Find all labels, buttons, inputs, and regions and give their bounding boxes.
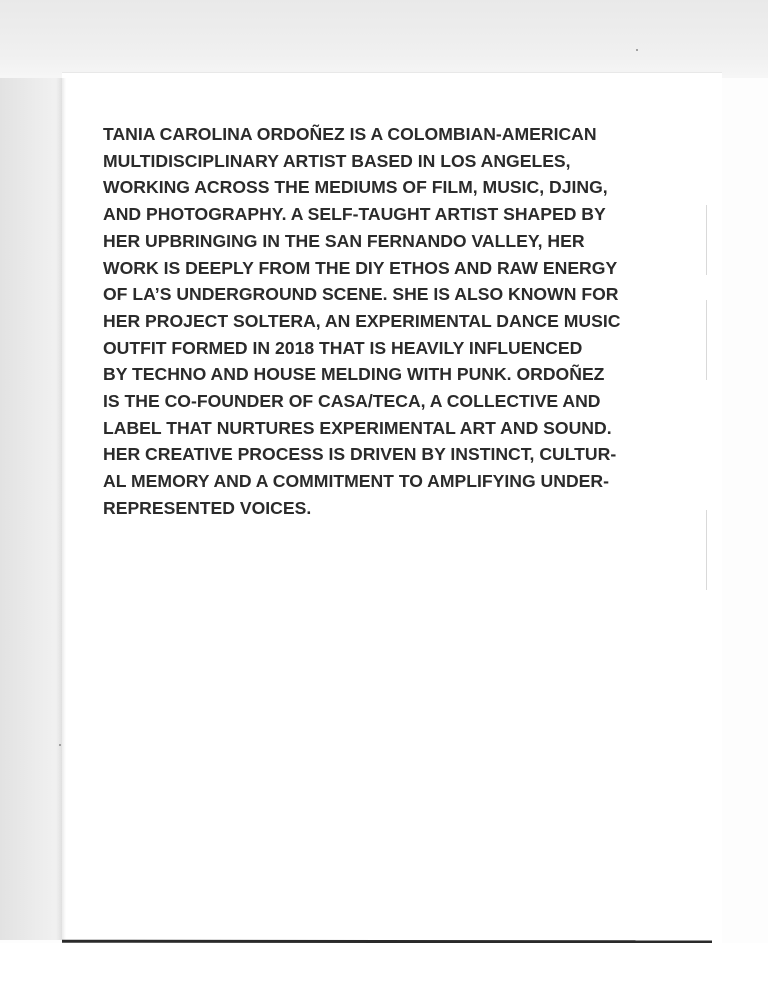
paragraph-line: AL MEMORY AND A COMMITMENT TO AMPLIFYING UNDER-: [103, 471, 609, 492]
paragraph-line: HER PROJECT SOLTERA, AN EXPERIMENTAL DANCE MUSIC: [103, 310, 621, 331]
paragraph-line: BY TECHNO AND HOUSE MELDING WITH PUNK. ORDOÑEZ: [103, 364, 605, 385]
scan-left-margin: [0, 78, 62, 940]
paragraph-line: HER CREATIVE PROCESS IS DRIVEN BY INSTINCT, CULTUR-: [103, 444, 617, 465]
scan-speck: [59, 744, 61, 746]
paragraph-line: LABEL THAT NURTURES EXPERIMENTAL ART AND SOUND.: [103, 417, 612, 438]
paragraph-line: WORKING ACROSS THE MEDIUMS OF FILM, MUSIC, DJING,: [103, 177, 608, 198]
scan-artifact-line: [706, 300, 707, 380]
paragraph-line: OF LA’S UNDERGROUND SCENE. SHE IS ALSO KNOWN FOR: [103, 284, 619, 305]
scan-speck: [636, 49, 638, 51]
paragraph-line: AND PHOTOGRAPHY. A SELF-TAUGHT ARTIST SHAPED BY: [103, 204, 606, 225]
paragraph-line: OUTFIT FORMED IN 2018 THAT IS HEAVILY INFLUENCED: [103, 337, 583, 358]
page-fold-shadow: [56, 78, 66, 940]
scan-artifact-line: [706, 510, 707, 590]
scan-artifact-line: [706, 205, 707, 275]
paragraph-line: HER UPBRINGING IN THE SAN FERNANDO VALLEY, HER: [103, 230, 585, 251]
paragraph-line: MULTIDISCIPLINARY ARTIST BASED IN LOS ANGELES,: [103, 150, 571, 171]
bio-paragraph: [103, 121, 663, 522]
scan-top-margin: [0, 0, 768, 78]
paragraph-line: WORK IS DEEPLY FROM THE DIY ETHOS AND RAW ENERGY: [103, 257, 618, 278]
paragraph-line: REPRESENTED VOICES.: [103, 497, 312, 518]
scan-bottom-margin: [0, 943, 768, 993]
paragraph-line: IS THE CO-FOUNDER OF CASA/TECA, A COLLECTIVE AND: [103, 391, 601, 412]
paragraph-line: TANIA CAROLINA ORDOÑEZ IS A COLOMBIAN-AMERICAN: [103, 124, 597, 144]
